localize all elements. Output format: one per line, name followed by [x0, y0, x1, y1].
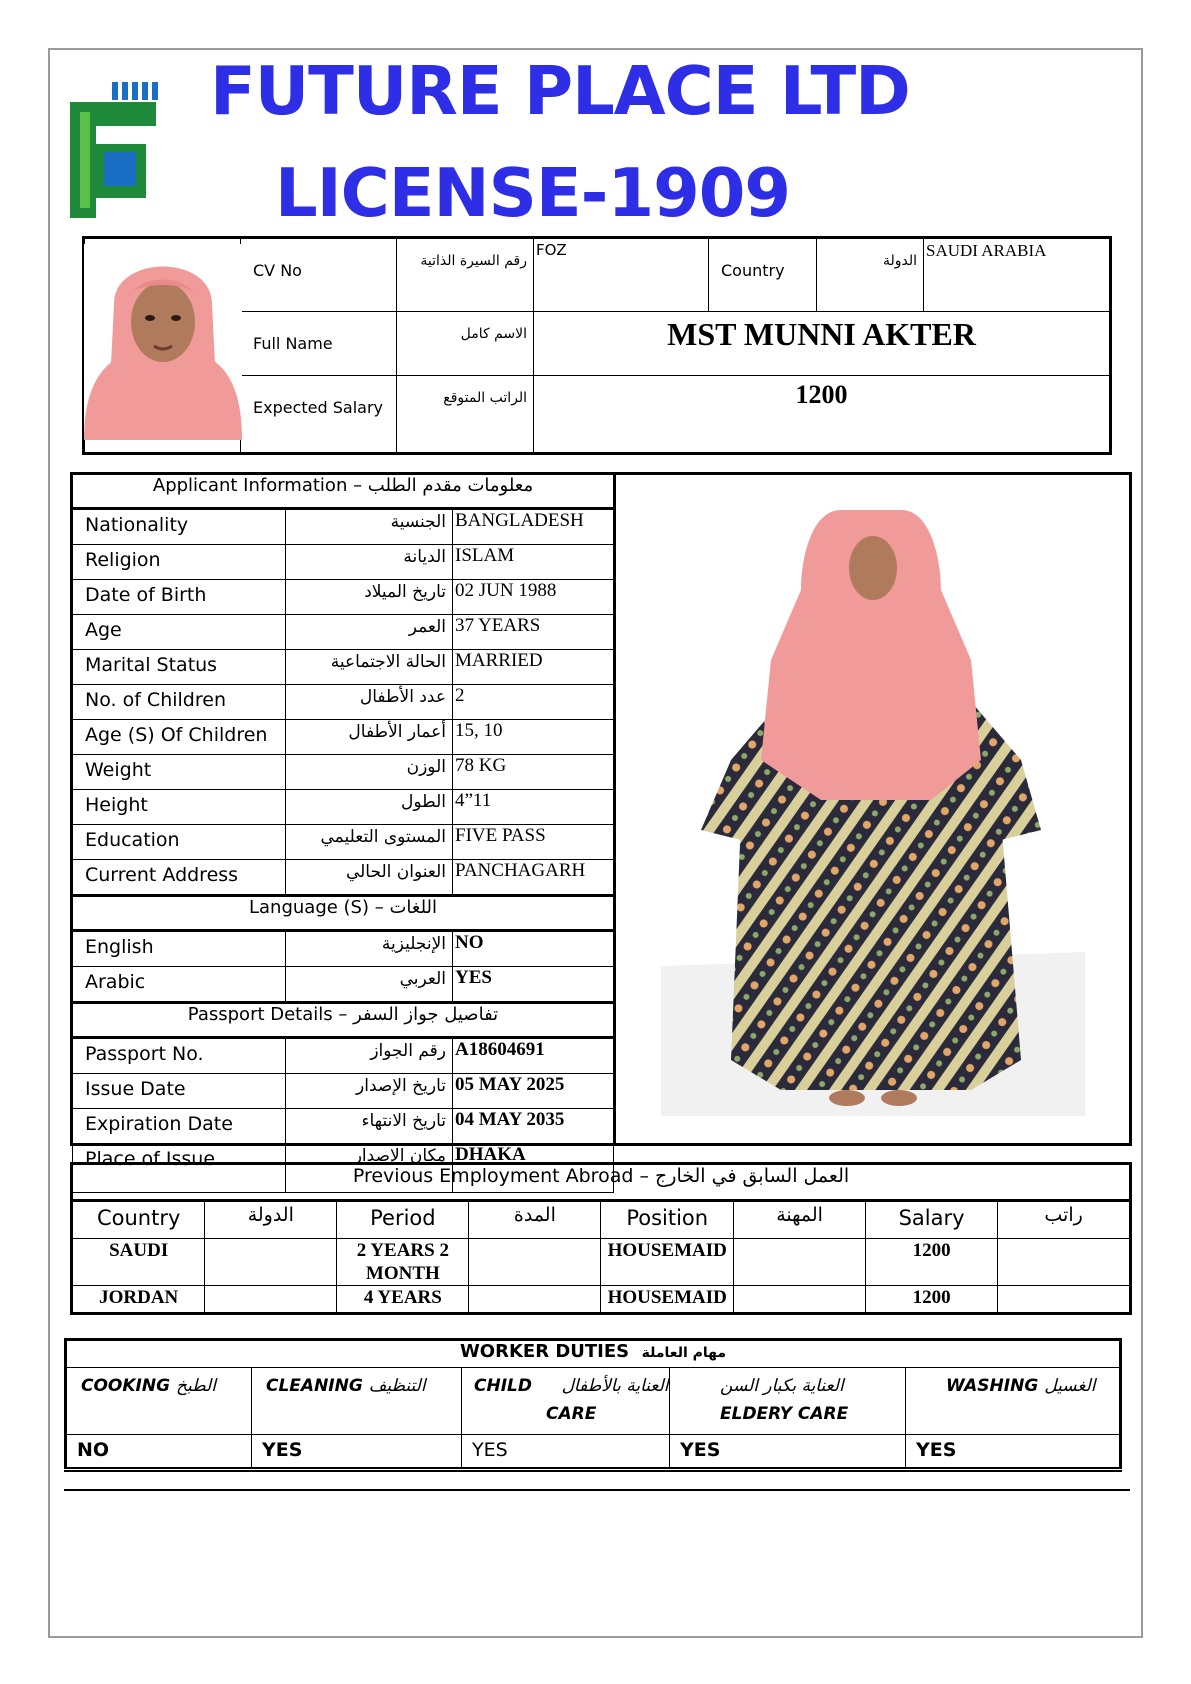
table-row: [73, 931, 614, 967]
employment-section-title: Previous Employment Abroad – العمل السابق في الخارج: [72, 1164, 1131, 1201]
field-value: 05 MAY 2025: [453, 1074, 614, 1109]
col-position: Position: [601, 1201, 734, 1239]
duty-label-en2: CARE: [546, 1404, 597, 1424]
license-number: LICENSE-1909: [275, 154, 790, 232]
field-value: NO: [453, 931, 614, 967]
field-label: Religion: [73, 545, 286, 580]
table-row: [73, 790, 614, 825]
duty-label-ar: الغسيل: [1044, 1376, 1096, 1396]
duty-label-ar: العناية بالأطفال: [561, 1376, 669, 1396]
full-name-label: Full Name: [241, 312, 397, 376]
field-label-ar: العنوان الحالي: [286, 860, 453, 896]
field-label: Date of Birth: [73, 580, 286, 615]
duty-label-ar: العناية بكبار السن: [720, 1376, 844, 1396]
cell-period: 4 YEARS: [337, 1286, 469, 1314]
field-label-ar: الطول: [286, 790, 453, 825]
country-label: Country: [709, 238, 817, 312]
field-value: 37 YEARS: [453, 615, 614, 650]
table-row: [73, 685, 614, 720]
duty-label-en2: ELDERY CARE: [720, 1404, 849, 1424]
duty-label-en: CLEANING: [266, 1376, 363, 1396]
duty-washing-value: YES: [906, 1435, 1121, 1470]
table-row: [73, 1038, 614, 1074]
field-value: 02 JUN 1988: [453, 580, 614, 615]
cell-position: HOUSEMAID: [601, 1239, 734, 1286]
field-value: 4”11: [453, 790, 614, 825]
table-row: [73, 509, 614, 545]
employment-table: [70, 1162, 1132, 1315]
field-label-ar: الإنجليزية: [286, 931, 453, 967]
col-position-ar: المهنة: [734, 1201, 866, 1239]
field-label-ar: تاريخ الميلاد: [286, 580, 453, 615]
duties-title-ar: مهام العاملة: [641, 1345, 727, 1361]
company-name: FUTURE PLACE LTD: [210, 52, 910, 130]
field-label: English: [73, 931, 286, 967]
field-label: Place of Issue: [73, 1144, 286, 1193]
duty-label-ar: الطبخ: [175, 1376, 216, 1396]
duty-washing-header: [906, 1368, 1121, 1435]
duty-cooking-header: [66, 1368, 252, 1435]
col-salary: Salary: [866, 1201, 998, 1239]
applicant-portrait-overlay: [84, 244, 242, 440]
field-label-ar: الديانة: [286, 545, 453, 580]
duties-title-en: WORKER DUTIES: [459, 1341, 630, 1362]
cell-country: SAUDI: [72, 1239, 205, 1286]
field-label-ar: أعمار الأطفال: [286, 720, 453, 755]
passport-section-title: Passport Details – تفاصيل جواز السفر: [73, 1003, 614, 1038]
cell-salary: 1200: [866, 1286, 998, 1314]
table-row: [72, 1239, 1131, 1286]
field-label-ar: عدد الأطفال: [286, 685, 453, 720]
field-label-ar: تاريخ الإصدار: [286, 1074, 453, 1109]
country-label-ar: الدولة: [817, 238, 924, 312]
table-row: [73, 825, 614, 860]
field-value: YES: [453, 967, 614, 1003]
duty-label-ar: التنظيف: [368, 1376, 426, 1396]
duty-cooking-value: NO: [66, 1435, 252, 1470]
field-value: A18604691: [453, 1038, 614, 1074]
bottom-rule: [64, 1489, 1130, 1491]
field-label-ar: العمر: [286, 615, 453, 650]
country-value: SAUDI ARABIA: [924, 238, 1111, 312]
field-label: Age (S) Of Children: [73, 720, 286, 755]
field-label: Height: [73, 790, 286, 825]
field-label-ar: الجنسية: [286, 509, 453, 545]
col-period-ar: المدة: [469, 1201, 601, 1239]
col-period: Period: [337, 1201, 469, 1239]
field-label-ar: رقم الجواز: [286, 1038, 453, 1074]
duty-eldercare-header: [670, 1368, 906, 1435]
table-row: [73, 860, 614, 896]
duty-label-en: WASHING: [946, 1376, 1039, 1396]
field-label: Marital Status: [73, 650, 286, 685]
field-value: ISLAM: [453, 545, 614, 580]
company-logo-icon: [56, 82, 164, 218]
cell-salary: 1200: [866, 1239, 998, 1286]
languages-section-title: Language (S) – اللغات: [73, 896, 614, 931]
cv-no-label-ar: رقم السيرة الذاتية: [397, 238, 534, 312]
full-name-value: MST MUNNI AKTER: [534, 312, 1111, 376]
table-row: [73, 1074, 614, 1109]
field-value: 15, 10: [453, 720, 614, 755]
field-label-ar: الحالة الاجتماعية: [286, 650, 453, 685]
field-value: 78 KG: [453, 755, 614, 790]
field-label: Issue Date: [73, 1074, 286, 1109]
full-name-label-ar: الاسم كامل: [397, 312, 534, 376]
cv-no-label: CV No: [241, 238, 397, 312]
field-value: MARRIED: [453, 650, 614, 685]
duty-cleaning-header: [252, 1368, 462, 1435]
cv-no-value: FOZ: [534, 238, 709, 312]
field-label: Passport No.: [73, 1038, 286, 1074]
field-label-ar: المستوى التعليمي: [286, 825, 453, 860]
field-label-ar: تاريخ الانتهاء: [286, 1109, 453, 1144]
field-label: Nationality: [73, 509, 286, 545]
table-row: [72, 1286, 1131, 1314]
table-row: [73, 580, 614, 615]
duty-label-en: COOKING: [81, 1376, 171, 1396]
field-value: PANCHAGARH: [453, 860, 614, 896]
applicant-table: [72, 474, 614, 1193]
field-label: Age: [73, 615, 286, 650]
duty-childcare-value: YES: [462, 1435, 670, 1470]
field-label: Weight: [73, 755, 286, 790]
expected-salary-value: 1200: [534, 376, 1111, 454]
table-row: [73, 755, 614, 790]
applicant-section-title: Applicant Information – معلومات مقدم الطلب: [73, 475, 614, 509]
table-row: [73, 650, 614, 685]
field-label-ar: العربي: [286, 967, 453, 1003]
duties-table: [64, 1338, 1122, 1472]
field-label: Arabic: [73, 967, 286, 1003]
expected-salary-label: Expected Salary: [241, 376, 397, 454]
field-value: DHAKA: [453, 1144, 614, 1193]
field-value: 2: [453, 685, 614, 720]
cell-period: 2 YEARS 2 MONTH: [337, 1239, 469, 1286]
duty-eldercare-value: YES: [670, 1435, 906, 1470]
field-label: No. of Children: [73, 685, 286, 720]
duty-label-en: CHILD: [474, 1376, 532, 1396]
duties-section-title: [66, 1340, 1121, 1368]
table-row: [73, 967, 614, 1003]
field-label: Education: [73, 825, 286, 860]
field-label: Current Address: [73, 860, 286, 896]
col-country: Country: [72, 1201, 205, 1239]
applicant-full-photo: [661, 500, 1085, 1116]
expected-salary-label-ar: الراتب المتوقع: [397, 376, 534, 454]
field-value: FIVE PASS: [453, 825, 614, 860]
col-salary-ar: راتب: [998, 1201, 1131, 1239]
col-country-ar: الدولة: [205, 1201, 337, 1239]
field-label: Expiration Date: [73, 1109, 286, 1144]
cell-country: JORDAN: [72, 1286, 205, 1314]
table-row: [73, 545, 614, 580]
table-row: [73, 615, 614, 650]
duty-childcare-header: [462, 1368, 670, 1435]
table-row: [73, 1109, 614, 1144]
cell-position: HOUSEMAID: [601, 1286, 734, 1314]
field-value: 04 MAY 2035: [453, 1109, 614, 1144]
table-row: [73, 720, 614, 755]
field-value: BANGLADESH: [453, 509, 614, 545]
table-row: [66, 1435, 1121, 1470]
duty-cleaning-value: YES: [252, 1435, 462, 1470]
field-label-ar: مكان الإصدار: [286, 1144, 453, 1193]
field-label-ar: الوزن: [286, 755, 453, 790]
